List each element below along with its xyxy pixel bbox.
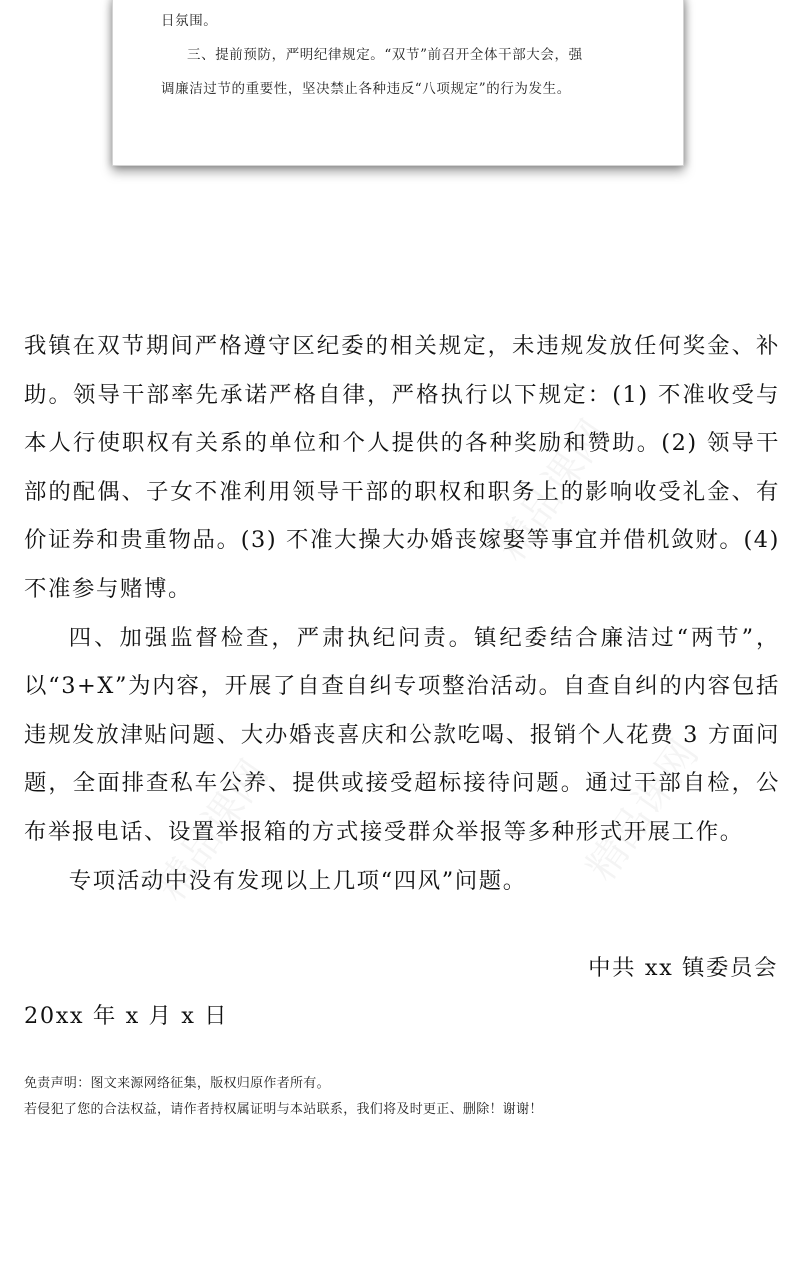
paragraph: 专项活动中没有发现以上几项“四风”问题。 [68, 867, 527, 894]
document-preview-card [112, 0, 684, 166]
signature-date: 20xx 年 x 月 x 日 [24, 1003, 229, 1029]
paragraph: 四、加强监督检查，严肃执纪问责。镇纪委结合廉洁过“两节”，以“3+X”为内容，开展了自查自纠专项整治活动。自查自纠的内容包括违规发放津贴问题、大办婚丧喜庆和公款吃喝、报销个人花费 3 方面问题，全面排查私车公养、提供或接受超标接待问题。通过干部自检，公布举报电话、设置举报箱的方式接受群众举报等多种形式开展工作。 [24, 624, 780, 845]
watermark: 精品课网 [578, 731, 708, 890]
preview-line: 三、提前预防，严明纪律规定。“双节”前召开全体干部大会，强 [187, 47, 583, 63]
signature-organization: 中共 xx 镇委员会 [588, 955, 778, 981]
watermark: 精品课网 [148, 751, 278, 910]
watermark: 精品课网 [488, 411, 618, 570]
document-body [24, 322, 780, 905]
preview-line: 调廉洁过节的重要性，坚决禁止各种违反“八项规定”的行为发生。 [161, 81, 571, 97]
disclaimer-line: 若侵犯了您的合法权益，请作者持权属证明与本站联系，我们将及时更正、删除！谢谢！ [24, 1102, 543, 1117]
disclaimer-line: 免责声明：图文来源网络征集，版权归原作者所有。 [24, 1076, 330, 1091]
paragraph: 我镇在双节期间严格遵守区纪委的相关规定，未违规发放任何奖金、补助。领导干部率先承诺严格自律，严格执行以下规定：(1) 不准收受与本人行使职权有关系的单位和个人提供的各种奖励和赞助。(2) 领导干部的配偶、子女不准利用领导干部的职权和职务上的影响收受礼金、有价证券和贵重物品。(3) 不准大操大办婚丧嫁娶等事宜并借机敛财。(4) 不准参与赌博。 [24, 333, 780, 602]
preview-line: 日氛围。 [161, 13, 218, 29]
